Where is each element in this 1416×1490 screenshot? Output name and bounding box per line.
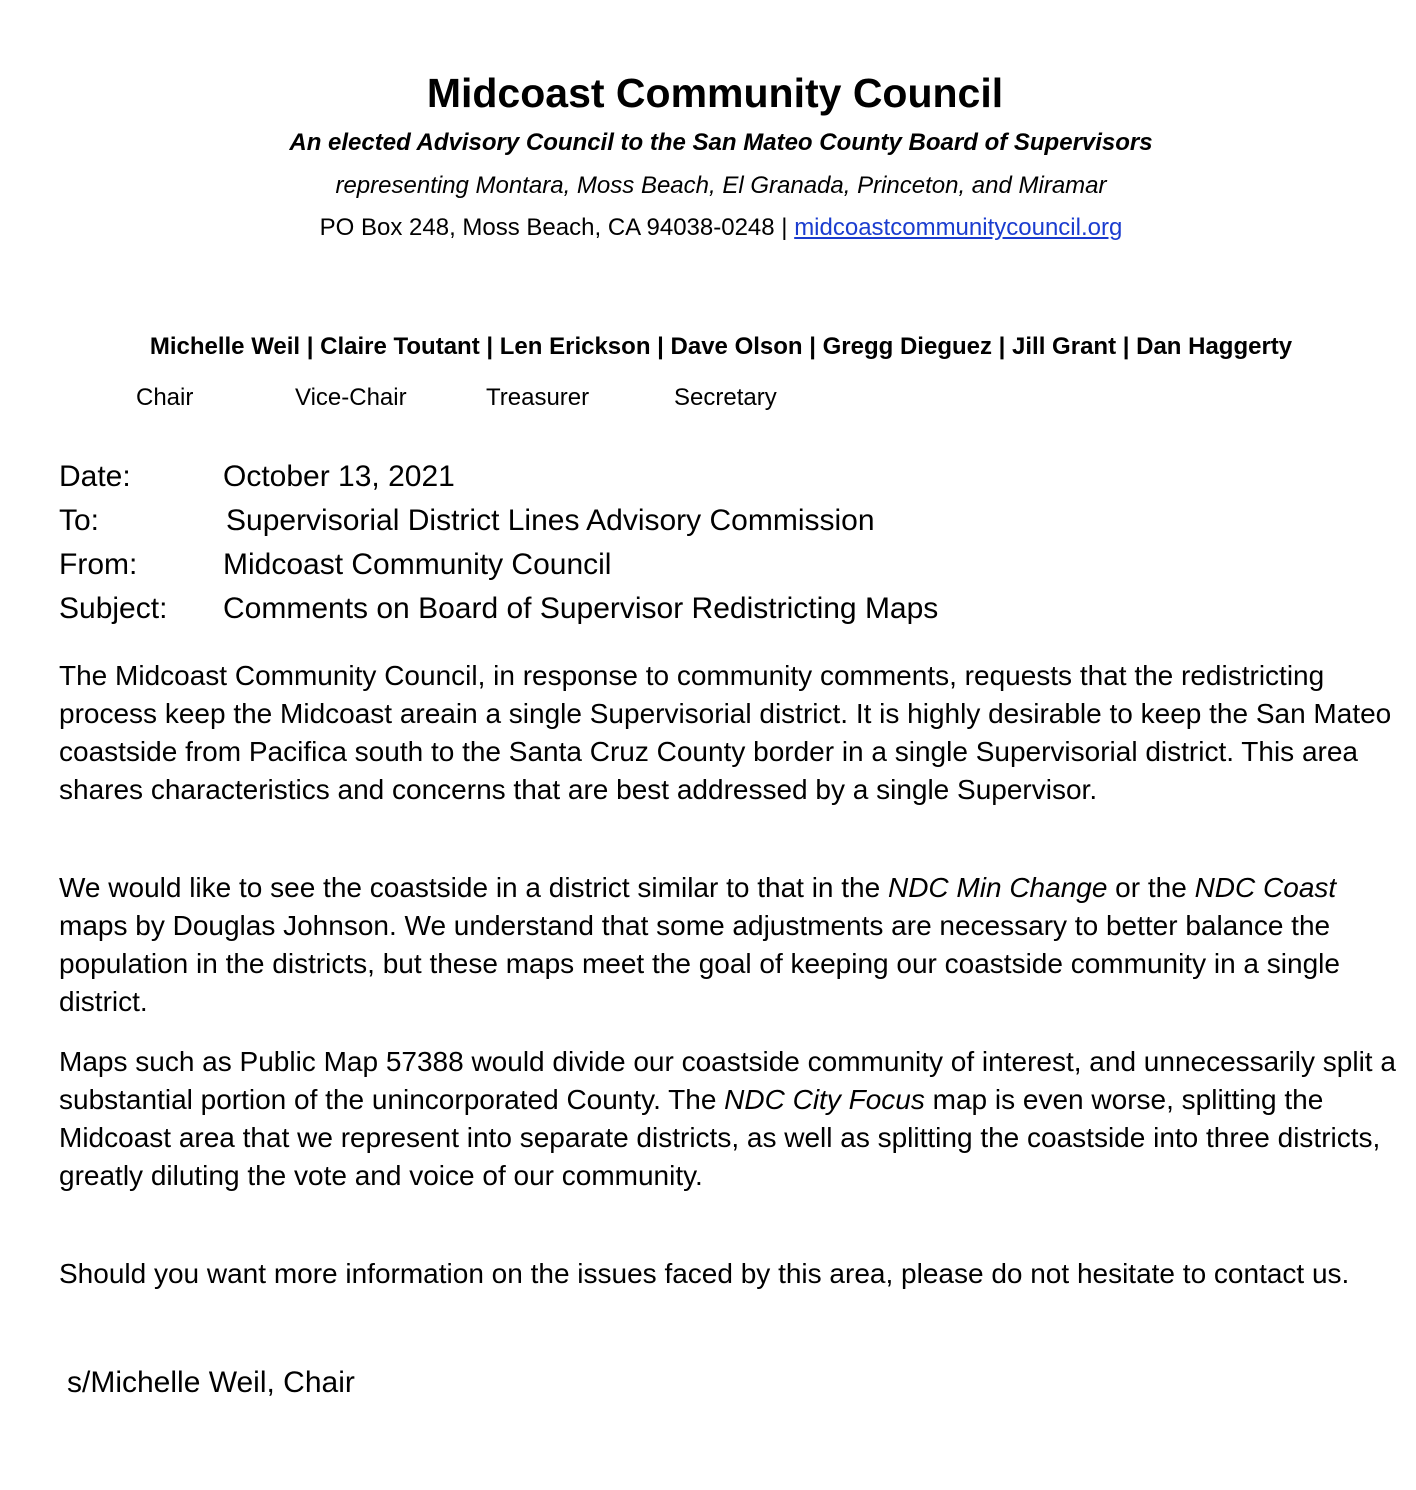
role-chair: Chair <box>136 384 194 411</box>
date-label: Date: <box>59 460 131 493</box>
body-paragraph-2 <box>59 869 1399 1021</box>
body-paragraph-3 <box>59 1043 1399 1195</box>
mailing-address <box>0 214 1416 242</box>
paragraph-text: We would like to see the coastside in a district similar to that in the NDC Min Change or the NDC Coast maps by Douglas Johnson. We understand that some adjustments are necessary to better balance the population in the districts, but these maps meet the goal of keeping our coastside community in a single district. <box>59 872 1340 1017</box>
organization-tagline: An elected Advisory Council to the San Mateo County Board of Supervisors <box>289 129 1153 156</box>
paragraph-text: Should you want more information on the issues faced by this area, please do not hesitate to contact us. <box>59 1258 1350 1289</box>
council-members: Michelle Weil | Claire Toutant | Len Erickson | Dave Olson | Gregg Dieguez | Jill Grant | Dan Haggerty <box>149 333 1293 360</box>
paragraph-text: The Midcoast Community Council, in response to community comments, requests that the redistricting process keep the Midcoast areain a single Supervisorial district. It is highly desirable to keep the San Mateo coastside from Pacifica south to the Santa Cruz County border in a single Supervisorial district. This area shares characteristics and concerns that are best addressed by a single Supervisor. <box>59 660 1392 805</box>
subject-label: Subject: <box>59 592 168 625</box>
from-value: Midcoast Community Council <box>223 548 612 581</box>
organization-name: Midcoast Community Council <box>426 70 1004 116</box>
role-vice-chair: Vice-Chair <box>295 384 407 411</box>
body-paragraph-4 <box>59 1255 1399 1293</box>
to-value: Supervisorial District Lines Advisory Commission <box>226 504 875 537</box>
website-link[interactable]: midcoastcommunitycouncil.org <box>794 214 1123 241</box>
role-secretary: Secretary <box>674 384 777 411</box>
paragraph-text: Maps such as Public Map 57388 would divide our coastside community of interest, and unnecessarily split a substantial portion of the unincorporated County. The NDC City Focus map is even worse, splitting the Midcoast area that we represent into separate districts, as well as splitting the coastside into three districts, greatly diluting the vote and voice of our community. <box>59 1046 1396 1191</box>
map-name-ndc-min-change: NDC Min Change <box>887 872 1108 903</box>
signature: s/Michelle Weil, Chair <box>67 1366 355 1399</box>
subject-value: Comments on Board of Supervisor Redistricting Maps <box>223 592 939 625</box>
map-name-ndc-coast: NDC Coast <box>1194 872 1337 903</box>
represented-communities: representing Montara, Moss Beach, El Granada, Princeton, and Miramar <box>335 172 1107 199</box>
address-text: PO Box 248, Moss Beach, CA 94038-0248 | <box>319 214 795 241</box>
map-name-ndc-city-focus: NDC City Focus <box>724 1084 925 1115</box>
date-value: October 13, 2021 <box>223 460 455 493</box>
body-paragraph-1 <box>59 657 1399 809</box>
from-label: From: <box>59 548 138 581</box>
role-treasurer: Treasurer <box>486 384 590 411</box>
to-label: To: <box>59 504 100 537</box>
